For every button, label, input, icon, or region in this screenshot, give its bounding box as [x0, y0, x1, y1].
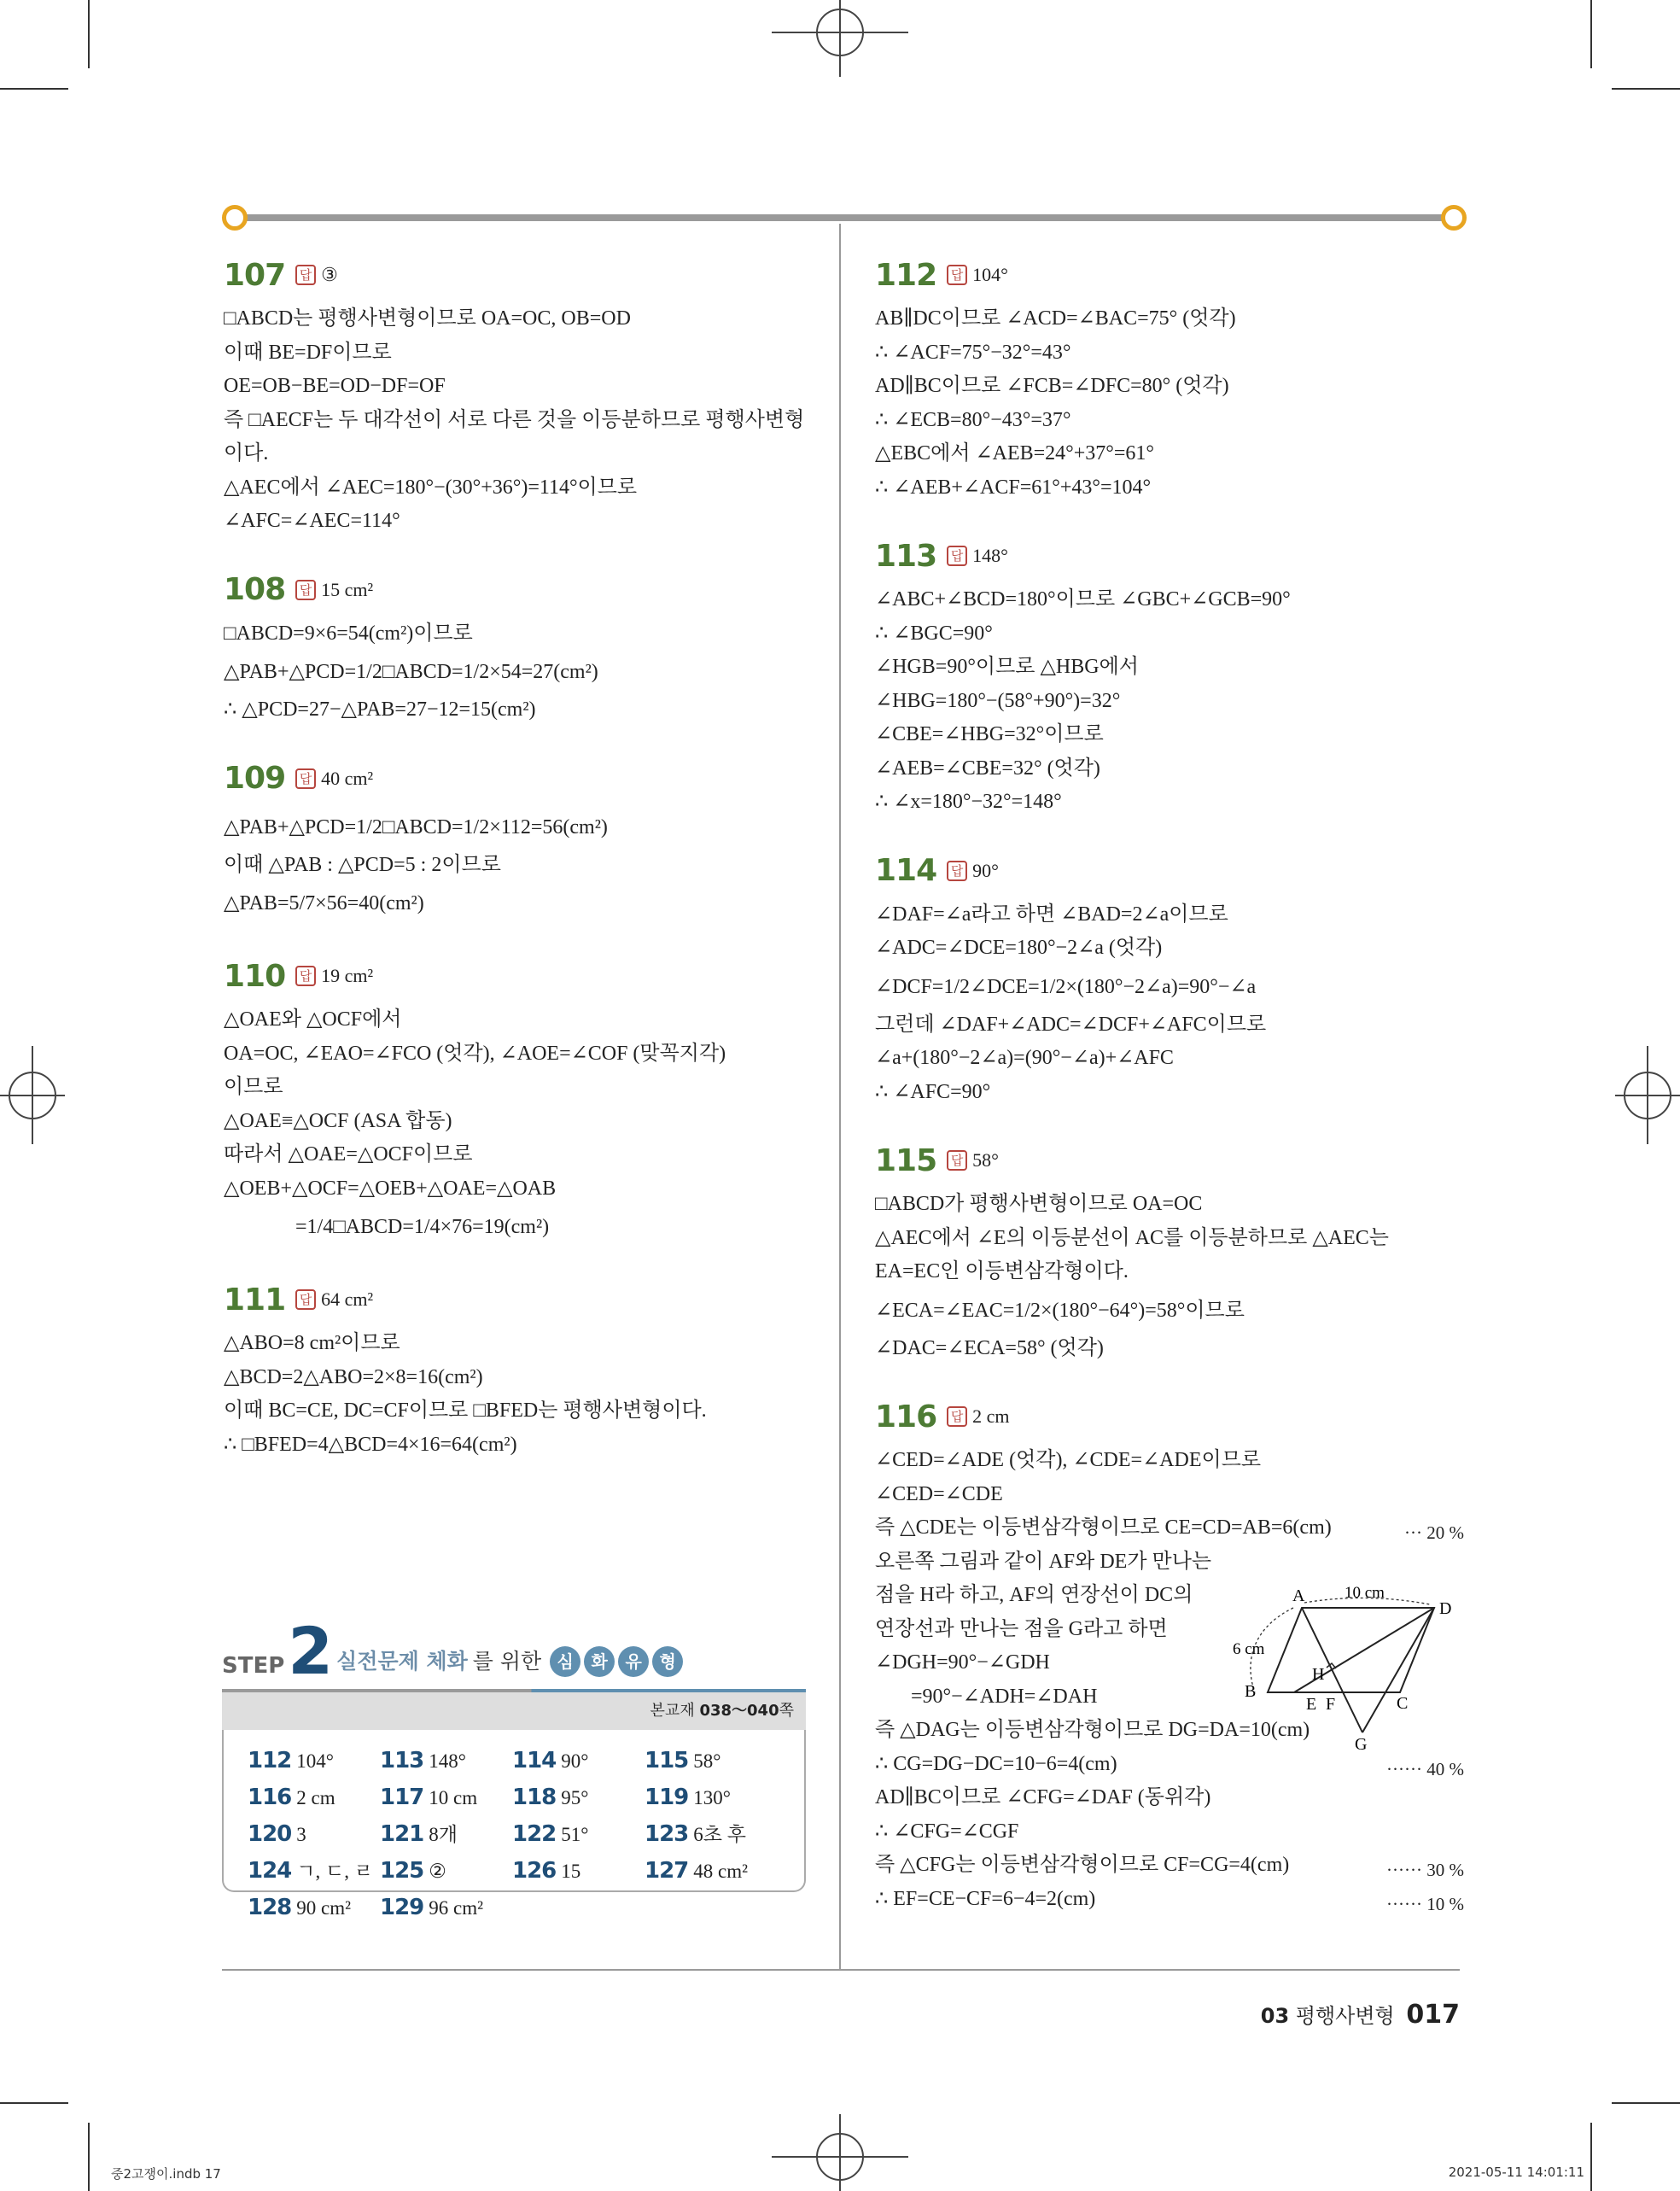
answer-cell	[645, 1782, 777, 1814]
registration-line	[839, 0, 841, 77]
answer-number: 129	[380, 1895, 424, 1920]
answer-number: 126	[512, 1858, 557, 1884]
answer-number: 125	[380, 1858, 424, 1884]
answer-cell	[512, 1819, 645, 1850]
problem-answer: 40 cm²	[321, 767, 374, 789]
problem-header	[224, 568, 821, 612]
solution-line: △PAB=5/7×56=40(cm²)	[224, 892, 424, 914]
answer-cell	[645, 1819, 777, 1850]
answer-number: 114	[512, 1748, 557, 1773]
problem-107	[224, 253, 821, 539]
solution-line: 즉 △DAG는 이등변삼각형이므로 DG=DA=10(cm)	[875, 1719, 1310, 1741]
answer-badge-icon: 답	[295, 768, 316, 789]
solution-line: △OAE≡△OCF (ASA 합동)	[224, 1109, 452, 1132]
answer-badge-icon: 답	[295, 1289, 316, 1310]
solution-line: ∠HBG=180°−(58°+90°)=32°	[875, 689, 1121, 712]
print-info-left: 중2고쟁이.indb 17	[111, 2166, 221, 2182]
label-a: A	[1292, 1586, 1305, 1605]
chapter-title: 평행사변형	[1295, 2004, 1395, 2028]
answer-value: ②	[429, 1861, 446, 1882]
solution-line: △PAB+△PCD=1/2□ABCD=1/2×54=27(cm²)	[224, 661, 598, 683]
answer-cell	[512, 1855, 645, 1887]
solution-line: ∴ ∠AFC=90°	[875, 1080, 991, 1103]
answer-badge-icon: 답	[295, 265, 316, 285]
solution-line: △PAB+△PCD=1/2□ABCD=1/2×112=56(cm²)	[224, 815, 608, 838]
registration-line	[1647, 1046, 1648, 1144]
solution-line: ∴ △PCD=27−△PAB=27−12=15(cm²)	[224, 698, 536, 721]
problem-number: 113	[875, 538, 937, 574]
registration-line	[839, 2114, 841, 2191]
solution-line: 즉 △CFG는 이등변삼각형이므로 CF=CG=4(cm) ······ 30 %	[875, 1849, 1464, 1883]
answer-value: 2 cm	[296, 1787, 335, 1808]
solution-line: 오른쪽 그림과 같이 AF와 DE가 만나는	[875, 1550, 1212, 1573]
column-divider	[839, 224, 841, 1970]
solution-line: ∴ EF=CE−CF=6−4=2(cm) ······ 10 %	[875, 1883, 1464, 1917]
problem-answer: 64 cm²	[321, 1288, 374, 1310]
problem-header	[224, 253, 821, 297]
ref-range: 038～040	[699, 1702, 779, 1720]
label-f: F	[1326, 1695, 1336, 1714]
answer-value: 15	[561, 1861, 581, 1882]
solution-line: ∠DGH=90°−∠GDH	[875, 1651, 1050, 1674]
answer-number: 122	[512, 1821, 557, 1847]
label-10cm: 10 cm	[1345, 1584, 1385, 1602]
problem-header	[224, 954, 821, 998]
answer-cell	[248, 1855, 380, 1887]
chapter-number: 03	[1260, 2004, 1290, 2028]
solution-line: 이때 BC=CE, DC=CF이므로 □BFED는 평행사변형이다.	[224, 1399, 707, 1422]
solution-line: EA=EC인 이등변삼각형이다.	[875, 1260, 1129, 1282]
answer-number: 128	[248, 1895, 292, 1920]
solution-line: 이때 BE=DF이므로	[224, 341, 392, 364]
solution-line: 그런데 ∠DAF+∠ADC=∠DCF+∠AFC이므로	[875, 1013, 1267, 1036]
answer-grid	[248, 1745, 784, 1924]
print-info-right: 2021-05-11 14:01:11	[1448, 2165, 1584, 2180]
solution-line: 즉 □AECF는 두 대각선이 서로 다른 것을 이등분하므로 평행사변형	[224, 408, 805, 431]
answer-cell	[512, 1782, 645, 1814]
answer-badge-icon: 답	[295, 580, 316, 600]
crop-mark	[1612, 88, 1680, 90]
top-rule	[230, 214, 1450, 221]
solution-line: 연장선과 만나는 점을 G라고 하면	[875, 1617, 1168, 1640]
solution-line: ∠DCF=1/2∠DCE=1/2×(180°−2∠a)=90°−∠a	[875, 975, 1257, 998]
solution-line: ∠AFC=∠AEC=114°	[224, 510, 400, 532]
problem-answer: ③	[321, 264, 338, 285]
parallelogram-diagram	[1233, 1584, 1460, 1754]
answer-value: 6초 후	[693, 1824, 746, 1845]
problem-answer: 148°	[972, 545, 1008, 566]
crop-mark	[0, 88, 68, 90]
problem-number: 115	[875, 1142, 937, 1178]
crop-mark	[1612, 2102, 1680, 2104]
answer-value: 10 cm	[429, 1787, 478, 1808]
answer-number: 116	[248, 1785, 292, 1810]
label-b: B	[1245, 1682, 1257, 1701]
problem-answer: 2 cm	[972, 1405, 1010, 1427]
label-c: C	[1397, 1694, 1409, 1713]
answer-badge-icon: 답	[947, 861, 967, 881]
label-g: G	[1355, 1735, 1368, 1754]
answer-cell	[380, 1892, 512, 1924]
solution-line: △ABO=8 cm²이므로	[224, 1332, 400, 1354]
solution-line: ∠CED=∠ADE (엇각), ∠CDE=∠ADE이므로	[875, 1449, 1262, 1471]
solution-line: OE=OB−BE=OD−DF=OF	[224, 375, 446, 397]
answer-number: 127	[645, 1858, 689, 1884]
problem-number: 111	[224, 1282, 286, 1318]
answer-value: ㄱ, ㄷ, ㄹ	[296, 1861, 373, 1882]
solution-line: OA=OC, ∠EAO=∠FCO (엇각), ∠AOE=∠COF (맞꼭지각)	[224, 1042, 726, 1065]
step-circle-label: 심	[550, 1646, 580, 1677]
score-percent: ··· 20 %	[1404, 1522, 1464, 1543]
answer-value: 8개	[429, 1824, 458, 1845]
problem-answer: 90°	[972, 859, 999, 881]
solution-line: △BCD=2△ABO=2×8=16(cm²)	[224, 1365, 483, 1388]
solution-line: ∠HGB=90°이므로 △HBG에서	[875, 656, 1139, 678]
solution-line: △AEC에서 ∠E의 이등분선이 AC를 이등분하므로 △AEC는	[875, 1226, 1389, 1249]
solution-line: ∠a+(180°−2∠a)=(90°−∠a)+∠AFC	[875, 1047, 1174, 1069]
problem-header	[224, 757, 821, 801]
problem-header	[224, 1277, 821, 1322]
solution-line: △OAE와 △OCF에서	[224, 1008, 402, 1031]
answer-badge-icon: 답	[947, 1406, 967, 1427]
solution-line: 점을 H라 하고, AF의 연장선이 DC의	[875, 1584, 1193, 1606]
solution-line: △EBC에서 ∠AEB=24°+37°=61°	[875, 442, 1155, 464]
answer-cell	[380, 1819, 512, 1850]
answer-value: 58°	[693, 1750, 721, 1772]
answer-cell	[645, 1745, 777, 1777]
solution-line: ∠CED=∠CDE	[875, 1482, 1003, 1505]
answer-value: 104°	[296, 1750, 334, 1772]
problem-answer: 19 cm²	[321, 965, 374, 986]
solution-line: △OEB+△OCF=△OEB+△OAE=△OAB	[224, 1177, 557, 1200]
answer-value: 130°	[693, 1787, 731, 1808]
answer-value: 95°	[561, 1787, 589, 1808]
answer-number: 124	[248, 1858, 292, 1884]
answer-value: 48 cm²	[693, 1861, 749, 1882]
problem-111	[224, 1277, 821, 1462]
problem-115	[875, 1138, 1464, 1365]
solution-line: AB∥DC이므로 ∠ACD=∠BAC=75° (엇각)	[875, 307, 1236, 330]
step-word: STEP	[222, 1653, 285, 1679]
answer-cell	[248, 1892, 380, 1924]
solution-line: ∴ ∠BGC=90°	[875, 622, 993, 645]
answer-cell	[380, 1855, 512, 1887]
bottom-rule	[222, 1969, 1460, 1971]
step-title	[222, 1613, 806, 1689]
problem-112	[875, 253, 1464, 505]
step-number: 2	[288, 1613, 334, 1689]
score-percent: ······ 10 %	[1386, 1893, 1464, 1914]
step-circle-label: 화	[584, 1646, 615, 1677]
problem-113	[875, 534, 1464, 820]
problem-number: 110	[224, 958, 286, 994]
solution-line: =1/4□ABCD=1/4×76=19(cm²)	[224, 1216, 550, 1238]
crop-mark	[1590, 0, 1592, 68]
step-circle-label: 유	[618, 1646, 649, 1677]
textbook-reference	[222, 1692, 806, 1730]
answer-number: 115	[645, 1748, 689, 1773]
problem-number: 108	[224, 572, 286, 607]
problem-114	[875, 849, 1464, 1110]
problem-number: 109	[224, 761, 286, 796]
answer-value: 90°	[561, 1750, 589, 1772]
step-answer-box	[222, 1613, 806, 1920]
step-subtitle-suffix: 를 위한	[472, 1649, 542, 1674]
answer-number: 123	[645, 1821, 689, 1847]
answer-cell	[248, 1782, 380, 1814]
problem-header	[875, 253, 1464, 297]
crop-mark	[88, 0, 90, 68]
solution-line: 이므로	[224, 1076, 283, 1098]
label-6cm: 6 cm	[1233, 1640, 1265, 1658]
solution-line: ∠CBE=∠HBG=32°이므로	[875, 723, 1104, 745]
problem-number: 116	[875, 1399, 937, 1434]
solution-line: ∴ ∠x=180°−32°=148°	[875, 791, 1062, 813]
answer-cell	[248, 1819, 380, 1850]
solution-line: ∴ ∠ECB=80°−43°=37°	[875, 408, 1071, 431]
crop-mark	[88, 2123, 90, 2191]
page-footer	[1261, 1999, 1460, 2030]
problem-answer: 104°	[972, 264, 1008, 285]
score-percent: ······ 30 %	[1386, 1860, 1464, 1880]
solution-line: AD∥BC이므로 ∠FCB=∠DFC=80° (엇각)	[875, 375, 1229, 397]
answer-cell	[248, 1745, 380, 1777]
registration-line	[32, 1046, 33, 1144]
answer-number: 118	[512, 1785, 557, 1810]
answer-value: 96 cm²	[429, 1897, 484, 1919]
label-e: E	[1306, 1695, 1317, 1714]
problem-number: 107	[224, 257, 286, 293]
solution-line: AD∥BC이므로 ∠CFG=∠DAF (동위각)	[875, 1786, 1211, 1808]
answer-number: 117	[380, 1785, 424, 1810]
problem-number: 114	[875, 853, 937, 888]
problem-answer: 58°	[972, 1149, 999, 1171]
solution-line: □ABCD는 평행사변형이므로 OA=OC, OB=OD	[224, 307, 631, 330]
solution-line: ∠DAF=∠a라고 하면 ∠BAD=2∠a이므로	[875, 903, 1228, 926]
left-column	[224, 253, 821, 1491]
solution-line: 이때 △PAB : △PCD=5 : 2이므로	[224, 853, 501, 876]
solution-line: ∴ CG=DG−DC=10−6=4(cm) ······ 40 %	[875, 1748, 1464, 1782]
solution-line: 이다.	[224, 442, 269, 464]
step-answers	[222, 1730, 806, 1920]
solution-line: □ABCD=9×6=54(cm²)이므로	[224, 622, 473, 645]
rule-end-dot-icon	[1441, 205, 1467, 231]
answer-badge-icon: 답	[947, 265, 967, 285]
problem-answer: 15 cm²	[321, 578, 374, 600]
ref-label: 본교재	[650, 1702, 695, 1720]
problem-109	[224, 757, 821, 926]
solution-line: ∠ADC=∠DCE=180°−2∠a (엇각)	[875, 937, 1163, 959]
answer-badge-icon: 답	[947, 1150, 967, 1171]
crop-mark	[0, 2102, 68, 2104]
page-number: 017	[1406, 2000, 1460, 2030]
problem-108	[224, 568, 821, 727]
problem-header	[875, 534, 1464, 578]
answer-badge-icon: 답	[295, 966, 316, 986]
label-d: D	[1439, 1599, 1452, 1618]
answer-number: 120	[248, 1821, 292, 1847]
problem-header	[875, 1394, 1464, 1439]
answer-number: 121	[380, 1821, 424, 1847]
problem-number: 112	[875, 257, 937, 293]
solution-line: ∴ ∠AEB+∠ACF=61°+43°=104°	[875, 476, 1152, 499]
label-h: H	[1312, 1665, 1325, 1684]
solution-line: □ABCD가 평행사변형이므로 OA=OC	[875, 1193, 1203, 1215]
ref-unit: 쪽	[779, 1702, 794, 1720]
answer-cell	[380, 1782, 512, 1814]
solution-line: △AEC에서 ∠AEC=180°−(30°+36°)=114°이므로	[224, 476, 638, 499]
solution-line: ∠DAC=∠ECA=58° (엇각)	[875, 1336, 1104, 1359]
answer-value: 148°	[429, 1750, 466, 1772]
problem-header	[875, 849, 1464, 893]
solution-line: ∠ABC+∠BCD=180°이므로 ∠GBC+∠GCB=90°	[875, 588, 1291, 611]
step-subtitle: 실전문제 체화	[336, 1649, 468, 1674]
answer-number: 112	[248, 1748, 292, 1773]
problem-header	[875, 1138, 1464, 1183]
solution-line: ∠ECA=∠EAC=1/2×(180°−64°)=58°이므로	[875, 1299, 1245, 1322]
answer-value: 90 cm²	[296, 1897, 352, 1919]
answer-cell	[645, 1855, 777, 1887]
answer-number: 113	[380, 1748, 424, 1773]
score-percent: ······ 40 %	[1386, 1758, 1464, 1779]
answer-value: 51°	[561, 1824, 589, 1845]
solution-line: ∴ ∠CFG=∠CGF	[875, 1820, 1019, 1843]
answer-number: 119	[645, 1785, 689, 1810]
crop-mark	[1590, 2123, 1592, 2191]
solution-line: ∠AEB=∠CBE=32° (엇각)	[875, 757, 1100, 780]
step-circle-label: 형	[652, 1646, 683, 1677]
answer-cell	[512, 1745, 645, 1777]
solution-line: ∴ ∠ACF=75°−32°=43°	[875, 341, 1071, 364]
segment-dg	[1362, 1608, 1434, 1732]
answer-value: 3	[296, 1824, 306, 1845]
problem-110	[224, 954, 821, 1248]
solution-line: =90°−∠ADH=∠DAH	[875, 1685, 1098, 1708]
solution-line: ∴ □BFED=4△BCD=4×16=64(cm²)	[224, 1433, 517, 1456]
rule-end-dot-icon	[222, 205, 248, 231]
answer-badge-icon: 답	[947, 546, 967, 566]
solution-line: 따라서 △OAE=△OCF이므로	[224, 1143, 473, 1166]
answer-cell	[380, 1745, 512, 1777]
solution-line: 즉 △CDE는 이등변삼각형이므로 CE=CD=AB=6(cm) ··· 20 %	[875, 1511, 1464, 1545]
